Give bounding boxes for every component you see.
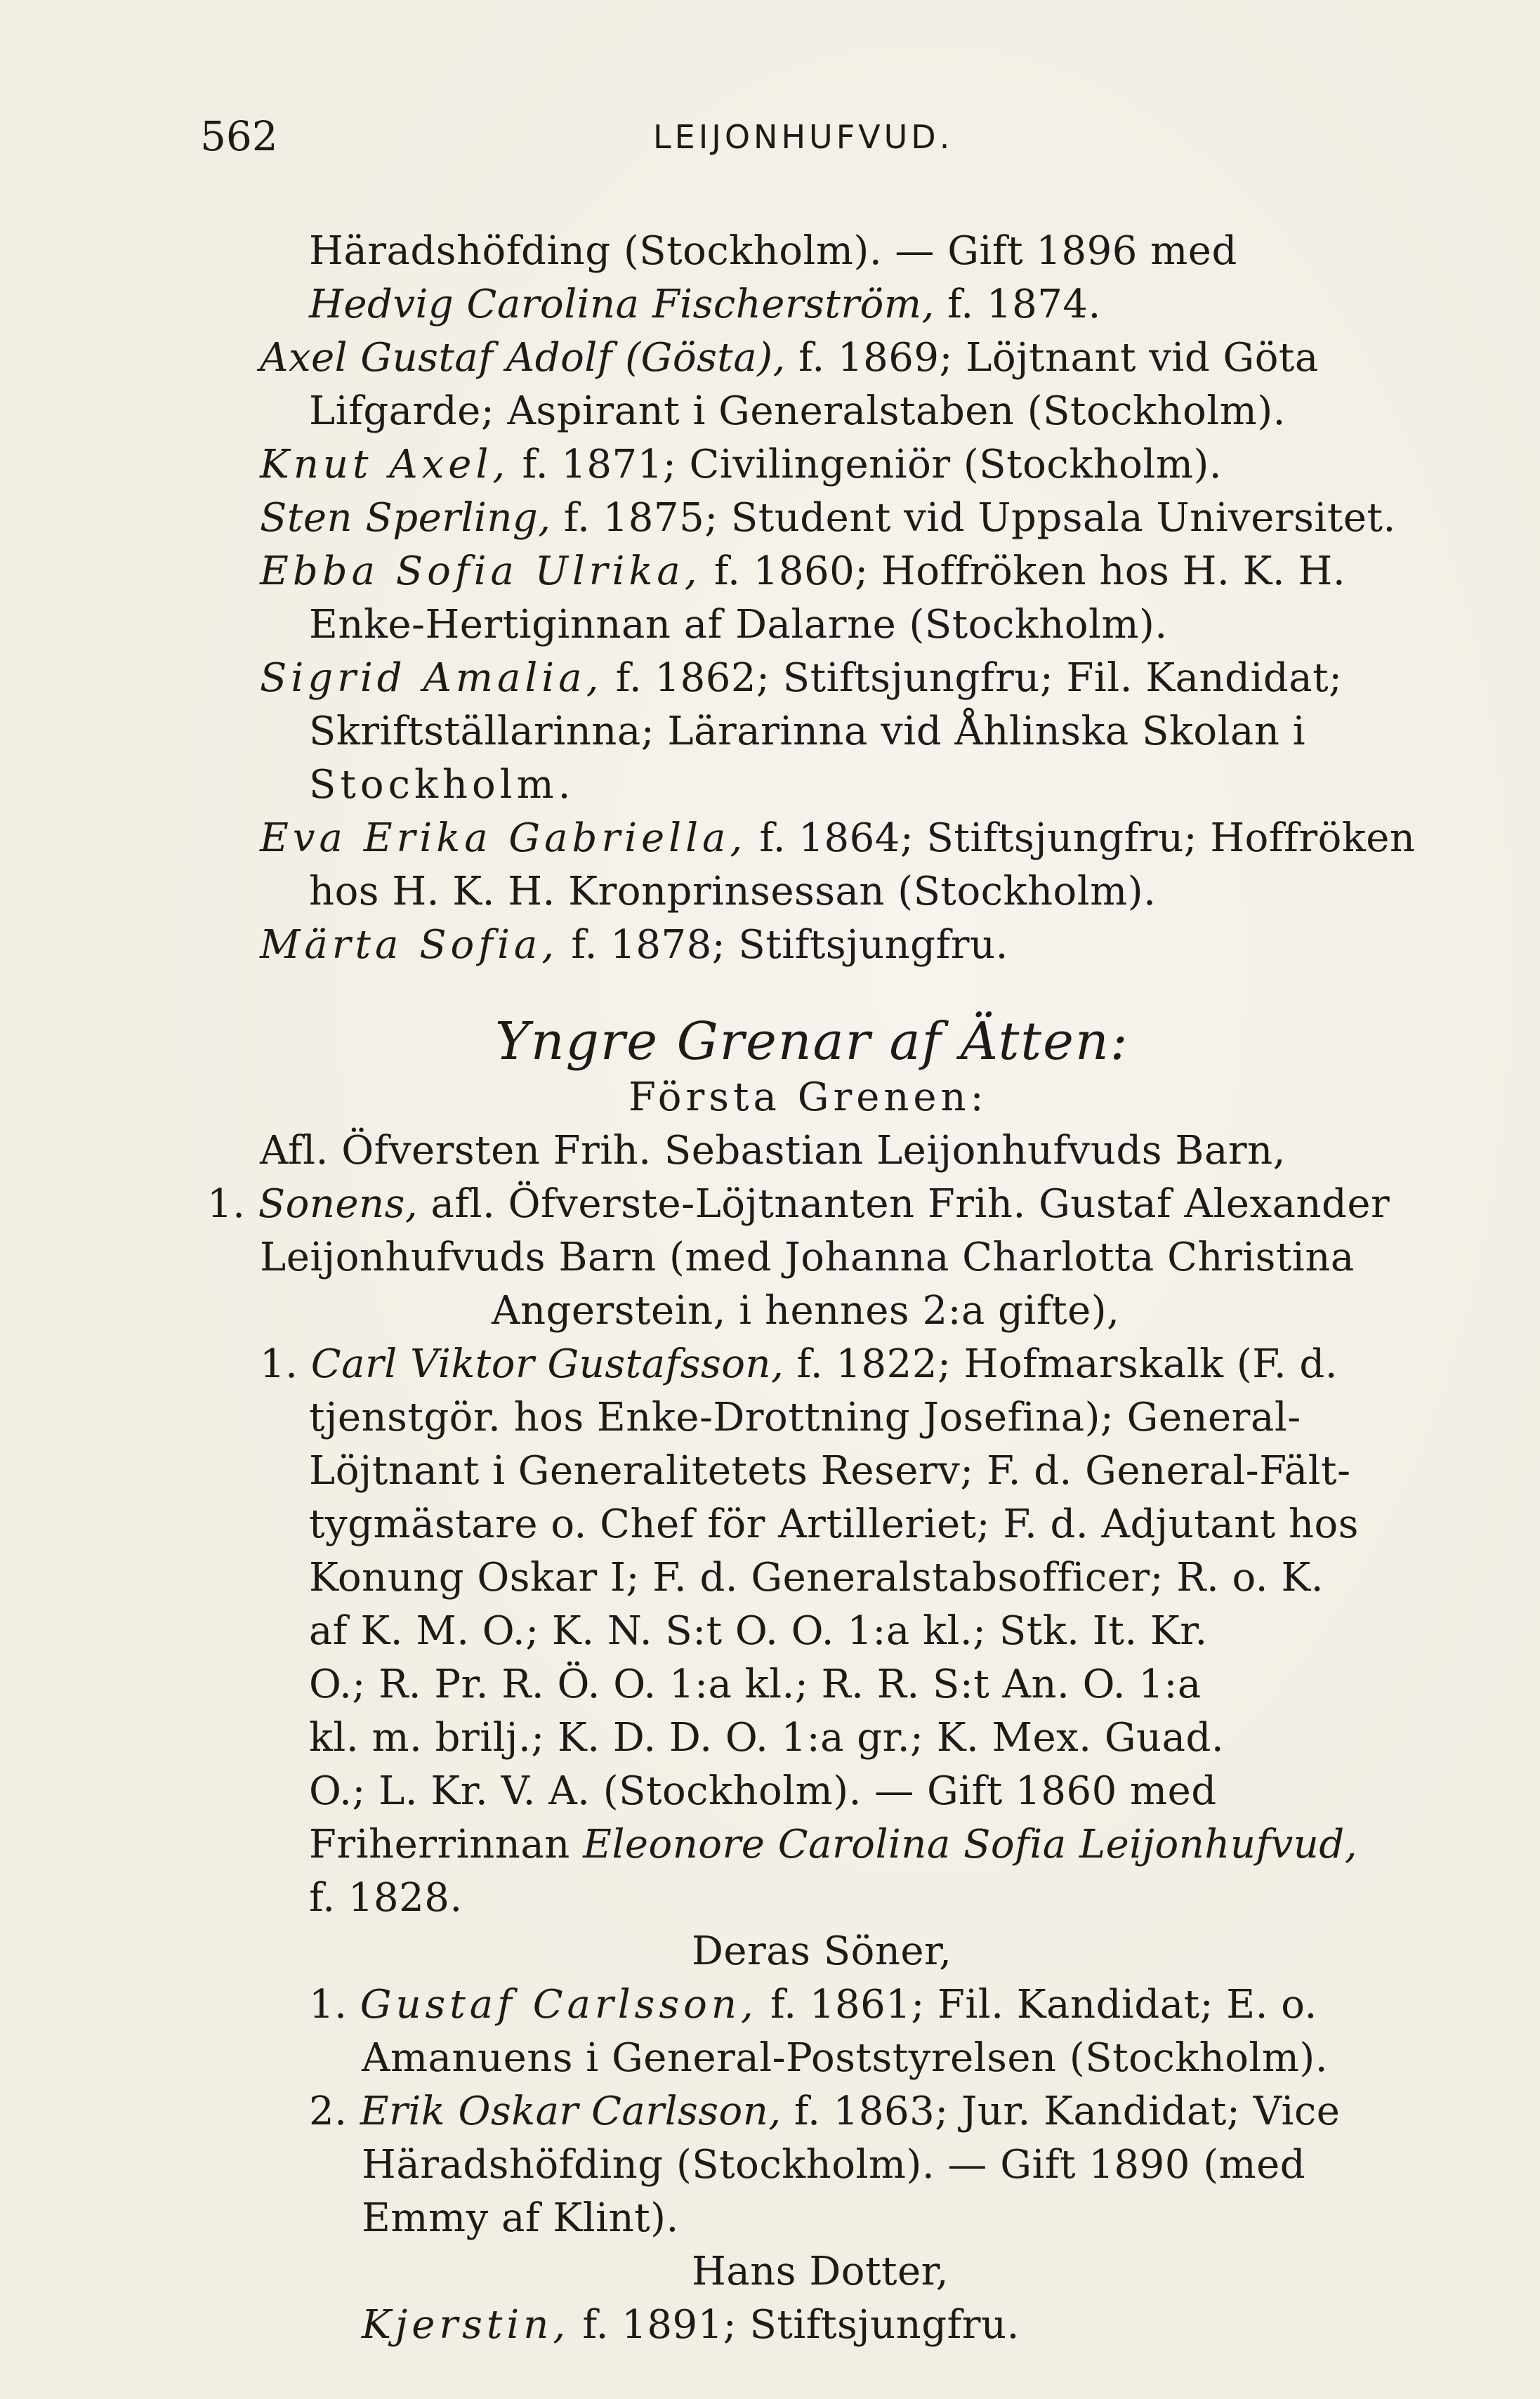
text-line: Knut Axel, f. 1871; Civilingeniör (Stockholm).: [260, 442, 1223, 487]
text-line: Löjtnant i Generalitetets Reserv; F. d. General-Fält-: [309, 1448, 1351, 1494]
text-line: hos H. K. H. Kronprinsessan (Stockholm).: [309, 869, 1157, 914]
text-line: Stockholm.: [309, 762, 575, 808]
text-line: Häradshöfding (Stockholm). — Gift 1896 med: [309, 228, 1237, 274]
subheading: Första Grenen:: [628, 1074, 988, 1120]
text-line: Hans Dotter,: [692, 2249, 949, 2294]
bleed-through: [1257, 137, 1270, 185]
text-line: f. 1828.: [309, 1875, 463, 1921]
text-line: Deras Söner,: [692, 1928, 952, 1974]
text-line: Häradshöfding (Stockholm). — Gift 1890 (med: [362, 2142, 1306, 2188]
text-line: Angerstein, i hennes 2:a gifte),: [492, 1288, 1120, 1334]
text-line: Sigrid Amalia, f. 1862; Stiftsjungfru; Fil. Kandidat;: [260, 655, 1343, 701]
text-line: Hedvig Carolina Fischerström, f. 1874.: [309, 282, 1101, 327]
text-line: Kjerstin, f. 1891; Stiftsjungfru.: [362, 2302, 1020, 2348]
text-line: kl. m. brilj.; K. D. D. O. 1:a gr.; K. Mex. Guad.: [309, 1715, 1225, 1761]
text-line: af K. M. O.; K. N. S:t O. O. 1:a kl.; Stk. It. Kr.: [309, 1608, 1208, 1654]
text-line: Skriftställarinna; Lärarinna vid Åhlinska Skolan i: [309, 709, 1306, 754]
text-line: Lifgarde; Aspirant i Generalstaben (Stockholm).: [309, 388, 1286, 434]
text-line: tjenstgör. hos Enke-Drottning Josefina); General-: [309, 1395, 1301, 1440]
text-line: 1. Gustaf Carlsson, f. 1861; Fil. Kandidat; E. o.: [309, 1982, 1317, 2027]
section-heading: Yngre Grenar af Ätten:: [495, 1011, 1129, 1072]
text-line: Amanuens i General-Poststyrelsen (Stockholm).: [362, 2035, 1329, 2081]
text-line: Märta Sofia, f. 1878; Stiftsjungfru.: [260, 922, 1008, 968]
text-line: 1. Sonens, afl. Öfverste-Löjtnanten Frih. Gustaf Alexander: [207, 1181, 1390, 1227]
page-number: 562: [200, 112, 278, 160]
text-line: 1. Carl Viktor Gustafsson, f. 1822; Hofmarskalk (F. d.: [260, 1341, 1338, 1387]
text-line: Konung Oskar I; F. d. Generalstabsofficer; R. o. K.: [309, 1555, 1324, 1601]
text-line: Afl. Öfversten Frih. Sebastian Leijonhufvuds Barn,: [260, 1128, 1286, 1174]
text-line: Ebba Sofia Ulrika, f. 1860; Hoffröken hos H. K. H.: [260, 548, 1346, 594]
text-line: tygmästare o. Chef för Artilleriet; F. d. Adjutant hos: [309, 1501, 1360, 1547]
text-line: Emmy af Klint).: [362, 2195, 679, 2241]
text-line: Friherrinnan Eleonore Carolina Sofia Leijonhufvud,: [309, 1822, 1358, 1867]
text-line: Axel Gustaf Adolf (Gösta), f. 1869; Löjtnant vid Göta: [260, 335, 1319, 381]
text-line: Enke-Hertiginnan af Dalarne (Stockholm).: [309, 602, 1168, 648]
text-line: Leijonhufvuds Barn (med Johanna Charlotta Christina: [260, 1235, 1355, 1280]
text-line: Sten Sperling, f. 1875; Student vid Uppsala Universitet.: [260, 495, 1396, 541]
text-line: O.; R. Pr. R. Ö. O. 1:a kl.; R. R. S:t An. O. 1:a: [309, 1662, 1202, 1707]
text-line: Eva Erika Gabriella, f. 1864; Stiftsjungfru; Hoffröken: [260, 815, 1416, 861]
running-head: LEIJONHUFVUD.: [653, 118, 954, 156]
text-line: O.; L. Kr. V. A. (Stockholm). — Gift 1860 med: [309, 1768, 1217, 1814]
text-line: 2. Erik Oskar Carlsson, f. 1863; Jur. Kandidat; Vice: [309, 2089, 1341, 2134]
